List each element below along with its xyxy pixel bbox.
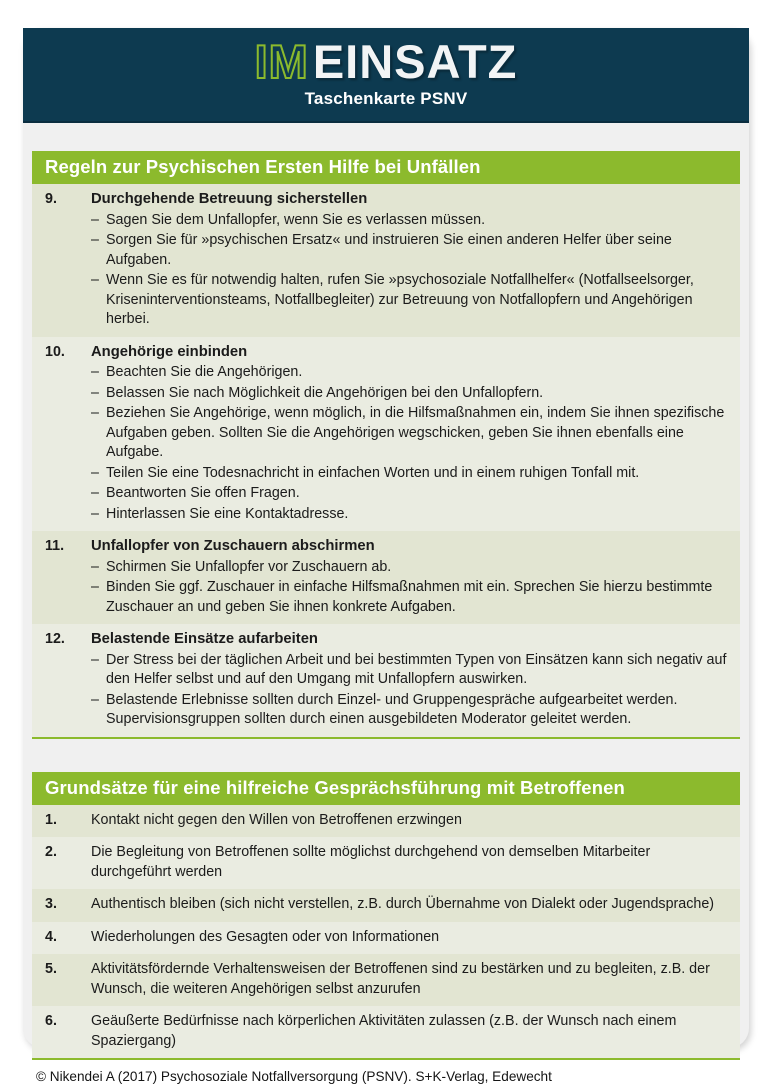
row-number: 1. <box>45 811 57 828</box>
copyright-line: © Nikendei A (2017) Psychosoziale Notfallversorgung (PSNV). S+K-Verlag, Edewecht <box>36 1069 552 1084</box>
dash-icon: – <box>91 579 99 595</box>
dash-icon: – <box>91 384 99 401</box>
row-content: Wiederholungen des Gesagten oder von Informationen <box>91 928 440 945</box>
row-content: Aktivitätsfördernde Verhaltensweisen der Betroffenen sind zu bestärken und zu begleiten, z.B. der Wunsch, die weiteren Angehörigen selbst anzurufen <box>91 961 710 997</box>
row-number: 6. <box>45 1013 57 1029</box>
table-row <box>32 805 740 838</box>
brand-main-text: EINSATZ <box>312 35 518 88</box>
table-row <box>32 889 740 922</box>
row-number: 9. <box>45 191 57 207</box>
table-row <box>32 337 740 532</box>
list-item <box>91 404 728 463</box>
list-item-text: Beantworten Sie offen Fragen. <box>106 485 300 501</box>
list-item-text: Hinterlassen Sie eine Kontaktadresse. <box>106 505 349 522</box>
section-title-rules: Regeln zur Psychischen Ersten Hilfe bei Unfällen <box>32 151 740 184</box>
list-item-text: Beziehen Sie Angehörige, wenn möglich, in die Hilfsmaßnahmen ein, indem Sie ihnen spezifische Aufgaben geben. Sollten Sie die Angehörigen wegschicken, geben Sie ihnen ebenfalls eine Aufgabe. <box>106 405 725 460</box>
table-row <box>32 954 740 1006</box>
row-title: Unfallopfer von Zuschauern abschirmen <box>91 538 375 554</box>
list-item <box>91 211 728 231</box>
row-number: 5. <box>45 961 57 977</box>
row-title: Belastende Einsätze aufarbeiten <box>91 631 318 647</box>
list-item <box>91 363 728 383</box>
card-subtitle: Taschenkarte PSNV <box>304 89 468 108</box>
bullet-list <box>91 363 728 524</box>
taschenkarte-card <box>23 28 749 1084</box>
card-body <box>23 151 749 1084</box>
row-number: 10. <box>45 343 65 360</box>
row-number: 3. <box>45 896 57 912</box>
list-item-text: Teilen Sie eine Todesnachricht in einfachen Worten und in einem ruhigen Tonfall mit. <box>106 464 640 481</box>
dash-icon: – <box>91 272 99 288</box>
list-item <box>91 231 728 270</box>
list-item-text: Sorgen Sie für »psychischen Ersatz« und instruieren Sie einen anderen Helfer über seine Aufgaben. <box>106 232 672 268</box>
table-row <box>32 184 740 337</box>
row-content <box>91 630 728 730</box>
list-item <box>91 558 728 578</box>
dash-icon: – <box>91 485 99 501</box>
list-item-text: Binden Sie ggf. Zuschauer in einfache Hilfsmaßnahmen mit ein. Sprechen Sie hierzu bestimmte Zuschauer an und geben Sie ihnen konkrete Aufgaben. <box>106 579 713 615</box>
list-item <box>91 464 728 484</box>
row-title: Durchgehende Betreuung sicherstellen <box>91 191 368 207</box>
list-item-text: Beachten Sie die Angehörigen. <box>106 364 303 380</box>
list-item-text: Belastende Erlebnisse sollten durch Einzel- und Gruppengespräche aufgearbeitet werden. Supervisionsgruppen sollten durch einen ausgebildeten Moderator geleitet werden. <box>106 691 678 727</box>
section-rules <box>32 151 740 737</box>
dash-icon: – <box>91 405 99 421</box>
principles-row-list <box>32 805 740 1059</box>
list-item <box>91 505 728 525</box>
dash-icon: – <box>91 505 99 522</box>
row-content: Geäußerte Bedürfnisse nach körperlichen Aktivitäten zulassen (z.B. der Wunsch nach einem Spaziergang) <box>91 1013 677 1049</box>
brand-logo <box>23 37 749 87</box>
row-number: 11. <box>45 538 65 554</box>
bullet-list <box>91 211 728 330</box>
list-item <box>91 651 728 690</box>
list-item <box>91 484 728 504</box>
row-content <box>91 343 728 525</box>
list-item-text: Schirmen Sie Unfallopfer vor Zuschauern ab. <box>106 558 392 575</box>
dash-icon: – <box>91 211 99 228</box>
table-row <box>32 531 740 624</box>
table-row <box>32 922 740 955</box>
brand-prefix-text: IM <box>254 35 309 88</box>
row-title: Angehörige einbinden <box>91 343 248 360</box>
dash-icon: – <box>91 691 99 708</box>
row-number: 4. <box>45 928 57 945</box>
section-divider <box>32 737 740 739</box>
list-item <box>91 384 728 404</box>
dash-icon: – <box>91 651 99 668</box>
list-item <box>91 271 728 330</box>
row-content <box>91 190 728 330</box>
rules-row-list <box>32 184 740 737</box>
list-item <box>91 691 728 730</box>
row-content: Kontakt nicht gegen den Willen von Betroffenen erzwingen <box>91 811 462 828</box>
row-content: Die Begleitung von Betroffenen sollte möglichst durchgehend von demselben Mitarbeiter durchgeführt werden <box>91 844 651 880</box>
list-item <box>91 578 728 617</box>
section-principles <box>32 772 740 1059</box>
row-number: 2. <box>45 844 57 860</box>
bullet-list <box>91 558 728 618</box>
table-row <box>32 837 740 889</box>
list-item-text: Wenn Sie es für notwendig halten, rufen Sie »psychosoziale Notfallhelfer« (Notfallseelsorger, Kriseninterventionsteams, Notfallbegleiter) zur Betreuung von Notfallopfern und Angehörigen herbei. <box>106 272 694 327</box>
bullet-list <box>91 651 728 730</box>
dash-icon: – <box>91 558 99 575</box>
list-item-text: Der Stress bei der täglichen Arbeit und bei bestimmten Typen von Einsätzen kann sich negativ auf den Helfer selbst und auf den Umgang mit Unfallopfern auswirken. <box>106 651 727 687</box>
dash-icon: – <box>91 232 99 248</box>
dash-icon: – <box>91 364 99 380</box>
table-row <box>32 1006 740 1058</box>
dash-icon: – <box>91 464 99 481</box>
section-title-principles: Grundsätze für eine hilfreiche Gesprächsführung mit Betroffenen <box>32 772 740 805</box>
list-item-text: Belassen Sie nach Möglichkeit die Angehörigen bei den Unfallopfern. <box>106 384 544 401</box>
card-header <box>23 28 749 123</box>
row-content <box>91 537 728 617</box>
row-content: Authentisch bleiben (sich nicht verstellen, z.B. durch Übernahme von Dialekt oder Jugendsprache) <box>91 896 715 912</box>
row-number: 12. <box>45 631 65 647</box>
table-row <box>32 624 740 737</box>
list-item-text: Sagen Sie dem Unfallopfer, wenn Sie es verlassen müssen. <box>106 211 486 228</box>
